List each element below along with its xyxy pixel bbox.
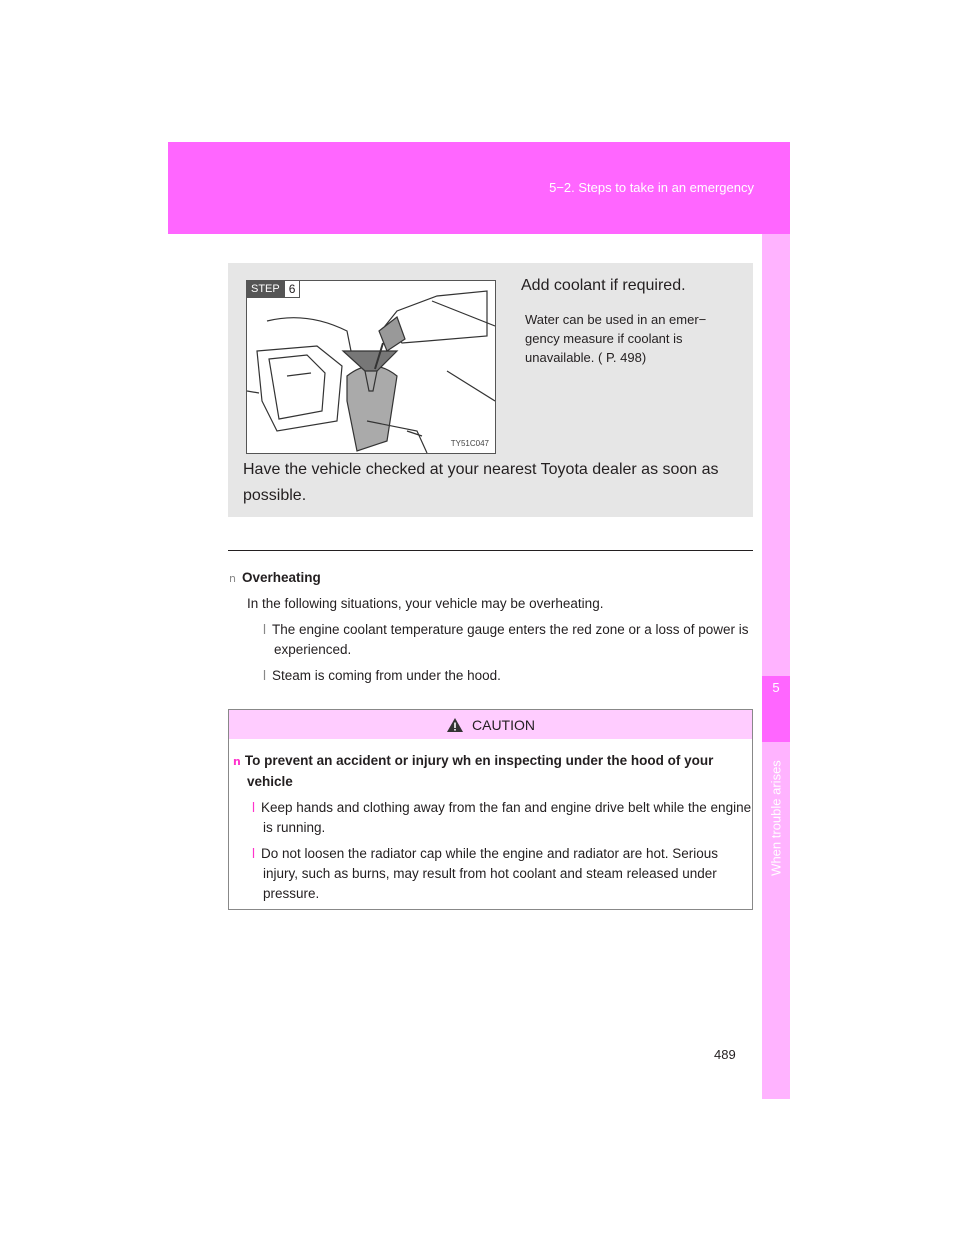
caution-subheading-row (233, 751, 752, 792)
coolant-illustration (246, 280, 496, 454)
chapter-label-container (762, 748, 790, 888)
caution-item (233, 844, 752, 904)
coolant-pouring-drawing (247, 281, 495, 453)
overheating-heading-row (229, 568, 754, 589)
step-badge (247, 281, 300, 298)
step-panel (228, 263, 753, 517)
caution-subheading: To prevent an accident or injury wh en inspecting under the hood of your vehicle (244, 753, 714, 789)
chapter-label: When trouble arises (768, 760, 784, 876)
list-item (229, 666, 754, 686)
header-band (168, 142, 790, 234)
overheating-section (229, 568, 754, 686)
caution-title: CAUTION (472, 716, 535, 733)
image-code: TY51C047 (450, 439, 489, 448)
caution-item-text: Keep hands and clothing away from the fan and engine drive belt while the engine is running. (261, 800, 752, 835)
item-bullet: l (263, 668, 266, 683)
caution-item-text: Do not loosen the radiator cap while the engine and radiator are hot. Serious injury, such as burns, may result from hot coolant and steam released under pressure. (261, 846, 719, 901)
list-item (229, 620, 754, 660)
warning-triangle-icon (446, 717, 464, 733)
caution-item-bullet: l (252, 846, 255, 861)
page-number: 489 (714, 1047, 736, 1062)
chapter-number: 5 (772, 680, 780, 695)
caution-bullet: n (233, 755, 241, 768)
chapter-side-tab (762, 234, 790, 1099)
caution-header (229, 710, 752, 739)
caution-item-bullet: l (252, 800, 255, 815)
section-title: 5−2. Steps to take in an emergency (549, 180, 754, 195)
caution-box (228, 709, 753, 910)
chapter-number-tab (762, 676, 790, 742)
list-item-text: The engine coolant temperature gauge enters the red zone or a loss of power is experienced. (272, 622, 749, 657)
overheating-intro: In the following situations, your vehicle may be overheating. (247, 596, 604, 611)
caution-item (233, 798, 752, 838)
step-number: 6 (284, 281, 301, 298)
section-divider (228, 550, 753, 551)
step-title: Add coolant if required. (521, 277, 686, 294)
list-item-text: Steam is coming from under the hood. (272, 668, 501, 683)
overheating-heading: Overheating (241, 570, 321, 585)
step-word: STEP (247, 281, 284, 298)
section-bullet: n (229, 572, 236, 585)
step-note: Water can be used in an emer− gency measure if coolant is unavailable. ( P. 498) (525, 312, 707, 365)
item-bullet: l (263, 622, 266, 637)
caution-body (229, 739, 752, 904)
final-instruction: Have the vehicle checked at your nearest Toyota dealer as soon as possible. (243, 461, 719, 504)
